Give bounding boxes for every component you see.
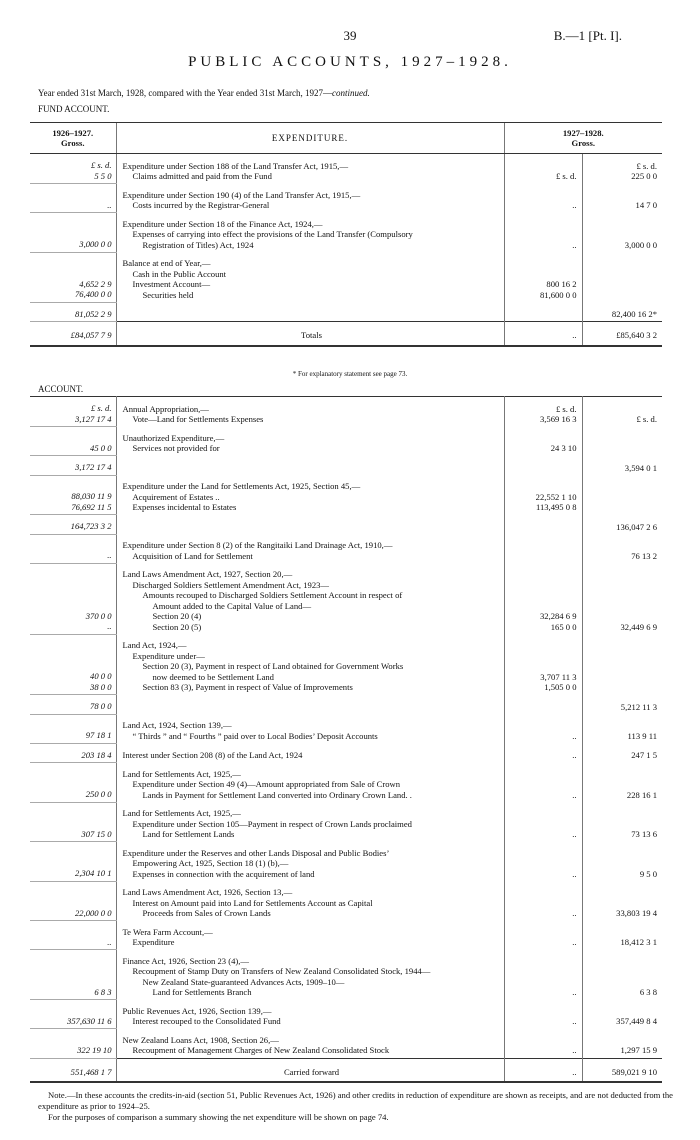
prior-year-amount: 45 0 0 xyxy=(30,427,116,456)
detail-amount: 24 3 10 xyxy=(504,427,582,456)
subtitle-italic: continued. xyxy=(332,88,370,98)
row-description xyxy=(116,802,504,842)
prior-year-amount: 88,030 11 9 76,692 11 5 xyxy=(30,475,116,515)
subtitle xyxy=(38,88,370,98)
row-description xyxy=(116,184,504,213)
description-line: Section 20 (3), Payment in respect of Land obtained for Government Works xyxy=(142,661,404,671)
description-line: Expenditure xyxy=(132,937,175,947)
current-year-amount: 247 1 5 xyxy=(582,743,662,763)
description-line: Section 20 (5) xyxy=(152,621,202,632)
header-expenditure: EXPENDITURE. xyxy=(116,123,504,154)
description-line: Land Laws Amendment Act, 1927, Section 20,— xyxy=(122,569,293,579)
row-description xyxy=(116,881,504,921)
prior-year-amount: 40 0 0 38 0 0 xyxy=(30,634,116,695)
current-year-total: £85,640 3 2 xyxy=(582,322,662,346)
current-year-amount: 18,412 3 1 xyxy=(582,921,662,950)
description-line: Land for Settlements Branch xyxy=(152,987,252,997)
detail-amount: .. xyxy=(504,950,582,1000)
table-row xyxy=(30,456,662,476)
current-year-amount: 3,594 0 1 xyxy=(582,456,662,476)
description-line: Expenditure under— xyxy=(132,650,205,661)
table-row xyxy=(30,634,662,695)
description-line: Recoupment of Stamp Duty on Transfers of New Zealand Consolidated Stock, 1944— xyxy=(132,966,431,976)
current-year-amount: 5,212 11 3 xyxy=(582,695,662,715)
prior-year-amount: 3,172 17 4 xyxy=(30,456,116,476)
detail-total: .. xyxy=(504,1058,582,1082)
detail-amount: 800 16 2 81,600 0 0 xyxy=(504,252,582,302)
detail-amount xyxy=(504,302,582,322)
detail-amount xyxy=(504,695,582,715)
note xyxy=(38,1090,678,1123)
description-line: Services not provided for xyxy=(132,443,220,453)
description-line: Expenses in connection with the acquirement of land xyxy=(132,868,315,879)
prior-year-amount: 6 8 3 xyxy=(30,950,116,1000)
description-line: Interest on Amount paid into Land for Settlements Account as Capital xyxy=(132,897,373,908)
description-line: Securities held xyxy=(142,289,194,300)
table-row xyxy=(30,714,662,743)
current-year-amount: 6 3 8 xyxy=(582,950,662,1000)
description-line: Land Act, 1924,— xyxy=(122,640,187,650)
detail-amount: .. xyxy=(504,743,582,763)
prior-year-amount: 4,652 2 9 76,400 0 0 xyxy=(30,252,116,302)
row-description xyxy=(116,534,504,563)
current-year-amount: 73 13 6 xyxy=(582,802,662,842)
description-line: Unauthorized Expenditure,— xyxy=(122,432,225,443)
description-line: Land for Settlements Act, 1925,— xyxy=(122,808,241,818)
table-row xyxy=(30,881,662,921)
description-line: Section 83 (3), Payment in respect of Value of Improvements xyxy=(142,682,353,692)
row-description xyxy=(116,714,504,743)
total-row xyxy=(30,322,662,346)
description-line: New Zealand State-guaranteed Advances Acts, 1909–10— xyxy=(142,976,345,987)
detail-amount: .. xyxy=(504,881,582,921)
detail-amount: .. xyxy=(504,714,582,743)
current-year-amount: 3,000 0 0 xyxy=(582,213,662,253)
table-row xyxy=(30,475,662,515)
table-row xyxy=(30,802,662,842)
description-line: now deemed to be Settlement Land xyxy=(152,671,274,682)
current-year-amount: 9 5 0 xyxy=(582,842,662,882)
description-line: Annual Appropriation,— xyxy=(122,403,209,414)
current-year-amount: 228 16 1 xyxy=(582,763,662,803)
detail-amount xyxy=(504,534,582,563)
page-number: 39 xyxy=(343,28,357,43)
table-row xyxy=(30,213,662,253)
description-line: Interest recouped to the Consolidated Fund xyxy=(132,1016,281,1026)
description-line: Acquirement of Estates .. xyxy=(132,491,220,502)
detail-amount: .. xyxy=(504,1029,582,1059)
prior-year-amount: 2,304 10 1 xyxy=(30,842,116,882)
description-line: Recoupment of Management Charges of New Zealand Consolidated Stock xyxy=(132,1045,390,1055)
current-year-amount xyxy=(582,475,662,515)
section-label-fund: FUND ACCOUNT. xyxy=(38,104,110,114)
detail-amount: 3,707 11 3 1,505 0 0 xyxy=(504,634,582,695)
description-line: Land Act, 1924, Section 139,— xyxy=(122,720,232,730)
table-row xyxy=(30,427,662,456)
table-row xyxy=(30,397,662,427)
land-for-settlements-table xyxy=(30,396,662,1083)
note-paragraph-1: Note.—In these accounts the credits-in-aid (section 51, Public Revenues Act, 1926) and other credits in reduction of expenditure are shown as receipts, and are not deducted from the expenditure as prior to 1924–25. xyxy=(38,1090,673,1111)
table-row xyxy=(30,1029,662,1059)
description-line: Expenditure under Section 188 of the Land Transfer Act, 1915,— xyxy=(122,160,349,171)
description-line: Claims admitted and paid from the Fund xyxy=(132,171,272,181)
total-label: Carried forward xyxy=(116,1058,504,1082)
detail-amount xyxy=(504,456,582,476)
prior-year-amount: 78 0 0 xyxy=(30,695,116,715)
detail-amount: .. xyxy=(504,802,582,842)
prior-year-amount: 203 18 4 xyxy=(30,743,116,763)
description-line: Expenses of carrying into effect the provisions of the Land Transfer (Compulsory xyxy=(132,229,413,239)
row-description xyxy=(116,515,504,535)
description-line: Expenditure under the Land for Settlements Act, 1925, Section 45,— xyxy=(122,481,361,491)
description-line: Expenditure under Section 105—Payment in respect of Crown Lands proclaimed xyxy=(132,818,412,829)
description-line: Balance at end of Year,— xyxy=(122,258,211,268)
detail-amount: 22,552 1 10 113,495 0 8 xyxy=(504,475,582,515)
table-row xyxy=(30,184,662,213)
row-description xyxy=(116,302,504,322)
description-line: Land for Settlements Act, 1925,— xyxy=(122,768,241,779)
subtitle-main: Year ended 31st March, 1928, compared with the Year ended 31st March, 1927— xyxy=(38,88,333,98)
description-line xyxy=(123,702,501,713)
row-description xyxy=(116,427,504,456)
description-line: Expenditure under Section 190 (4) of the Land Transfer Act, 1915,— xyxy=(122,189,361,200)
description-line: Expenses incidental to Estates xyxy=(132,502,237,512)
table-row xyxy=(30,763,662,803)
row-description xyxy=(116,921,504,950)
detail-amount: .. xyxy=(504,921,582,950)
table-row xyxy=(30,842,662,882)
detail-total: .. xyxy=(504,322,582,346)
table-row xyxy=(30,534,662,563)
prior-year-amount: 370 0 0 .. xyxy=(30,563,116,634)
description-line: Investment Account— xyxy=(132,279,211,289)
detail-amount: .. xyxy=(504,1000,582,1029)
prior-year-amount: £ s. d. 5 5 0 xyxy=(30,154,116,184)
current-year-amount: 113 9 11 xyxy=(582,714,662,743)
table-row xyxy=(30,302,662,322)
row-description xyxy=(116,475,504,515)
current-year-amount xyxy=(582,634,662,695)
current-year-amount: 1,297 15 9 xyxy=(582,1029,662,1059)
description-line: Registration of Titles) Act, 1924 xyxy=(142,239,254,250)
row-description xyxy=(116,1000,504,1029)
description-line: Discharged Soldiers Settlement Amendment Act, 1923— xyxy=(132,579,330,590)
note-paragraph-2: For the purposes of comparison a summary showing the net expenditure will be shown on page 74. xyxy=(48,1112,389,1122)
table-row xyxy=(30,252,662,302)
detail-amount: .. xyxy=(504,184,582,213)
current-year-amount: 33,803 19 4 xyxy=(582,881,662,921)
row-description xyxy=(116,397,504,427)
prior-year-amount: 164,723 3 2 xyxy=(30,515,116,535)
header-prior-year: 1926–1927. Gross. xyxy=(30,123,116,154)
current-year-amount xyxy=(582,252,662,302)
current-year-amount: 32,449 6 9 xyxy=(582,563,662,634)
row-description xyxy=(116,842,504,882)
row-description xyxy=(116,743,504,763)
prior-year-amount: .. xyxy=(30,921,116,950)
prior-year-amount: 357,630 11 6 xyxy=(30,1000,116,1029)
description-line: Section 20 (4) xyxy=(152,611,202,621)
table-header xyxy=(30,123,662,154)
row-description xyxy=(116,154,504,184)
description-line: Amounts recouped to Discharged Soldiers Settlement Account in respect of xyxy=(142,590,403,600)
row-description xyxy=(116,634,504,695)
detail-amount: £ s. d. 3,569 16 3 xyxy=(504,397,582,427)
prior-year-amount: 307 15 0 xyxy=(30,802,116,842)
description-line: Vote—Land for Settlements Expenses xyxy=(132,414,264,424)
header-current-year: 1927–1928. Gross. xyxy=(504,123,662,154)
description-line: Lands in Payment for Settlement Land converted into Ordinary Crown Land. . xyxy=(142,789,412,800)
current-year-amount: 82,400 16 2* xyxy=(582,302,662,322)
detail-amount: .. xyxy=(504,213,582,253)
detail-amount: £ s. d. xyxy=(504,154,582,184)
prior-year-amount: .. xyxy=(30,534,116,563)
current-year-amount: £ s. d. xyxy=(582,397,662,427)
row-description xyxy=(116,456,504,476)
table-row xyxy=(30,921,662,950)
description-line: Proceeds from Sales of Crown Lands xyxy=(142,908,271,918)
description-line: Public Revenues Act, 1926, Section 139,— xyxy=(122,1005,272,1016)
description-line: Acquisition of Land for Settlement xyxy=(132,550,253,561)
description-line: “ Thirds ” and “ Fourths ” paid over to Local Bodies’ Deposit Accounts xyxy=(132,730,378,741)
row-description xyxy=(116,950,504,1000)
document-reference: B.—1 [Pt. I]. xyxy=(553,28,622,43)
table-row xyxy=(30,743,662,763)
prior-year-amount: 97 18 1 xyxy=(30,714,116,743)
footnote: * For explanatory statement see page 73. xyxy=(292,370,408,378)
table-row xyxy=(30,515,662,535)
description-line: Amount added to the Capital Value of Land— xyxy=(152,600,312,611)
prior-year-total: £84,057 7 9 xyxy=(30,322,116,346)
description-line: Land for Settlement Lands xyxy=(142,829,235,839)
current-year-amount xyxy=(582,427,662,456)
section-label-account: ACCOUNT. xyxy=(38,384,84,394)
description-line: Expenditure under the Reserves and other Lands Disposal and Public Bodies’ xyxy=(122,847,390,858)
detail-amount: .. xyxy=(504,763,582,803)
description-line: Interest under Section 208 (8) of the Land Act, 1924 xyxy=(122,750,303,760)
current-year-amount: 14 7 0 xyxy=(582,184,662,213)
description-line: Costs incurred by the Registrar-General xyxy=(132,200,270,210)
row-description xyxy=(116,1029,504,1059)
prior-year-amount: 22,000 0 0 xyxy=(30,881,116,921)
description-line xyxy=(123,522,501,533)
description-line xyxy=(123,309,501,320)
table-row xyxy=(30,563,662,634)
prior-year-amount: 322 19 10 xyxy=(30,1029,116,1059)
description-line: Cash in the Public Account xyxy=(132,268,227,279)
total-label: Totals xyxy=(116,322,504,346)
prior-year-amount: .. xyxy=(30,184,116,213)
description-line: Te Wera Farm Account,— xyxy=(122,926,213,937)
detail-amount: .. xyxy=(504,842,582,882)
prior-year-amount: £ s. d. 3,127 17 4 xyxy=(30,397,116,427)
current-year-amount: £ s. d. 225 0 0 xyxy=(582,154,662,184)
prior-year-amount: 250 0 0 xyxy=(30,763,116,803)
page-title: PUBLIC ACCOUNTS, 1927–1928. xyxy=(188,54,512,70)
table-row xyxy=(30,695,662,715)
table-row xyxy=(30,1000,662,1029)
description-line xyxy=(123,463,501,474)
detail-amount xyxy=(504,515,582,535)
detail-amount: 32,284 6 9 165 0 0 xyxy=(504,563,582,634)
description-line: Expenditure under Section 18 of the Finance Act, 1924,— xyxy=(122,218,323,229)
description-line: Expenditure under Section 49 (4)—Amount appropriated from Sale of Crown xyxy=(132,779,401,789)
row-description xyxy=(116,213,504,253)
row-description xyxy=(116,252,504,302)
description-line: Finance Act, 1926, Section 23 (4),— xyxy=(122,955,249,966)
row-description xyxy=(116,563,504,634)
table-row xyxy=(30,950,662,1000)
description-line: Land Laws Amendment Act, 1926, Section 13,— xyxy=(122,887,293,897)
prior-year-total: 551,468 1 7 xyxy=(30,1058,116,1082)
description-line: New Zealand Loans Act, 1908, Section 26,— xyxy=(122,1034,279,1045)
row-description xyxy=(116,763,504,803)
total-row xyxy=(30,1058,662,1082)
current-year-total: 589,021 9 10 xyxy=(582,1058,662,1082)
row-description xyxy=(116,695,504,715)
current-year-amount: 136,047 2 6 xyxy=(582,515,662,535)
table-row xyxy=(30,154,662,184)
description-line: Expenditure under Section 8 (2) of the Rangitaiki Land Drainage Act, 1910,— xyxy=(122,540,393,550)
current-year-amount: 357,449 8 4 xyxy=(582,1000,662,1029)
prior-year-amount: 3,000 0 0 xyxy=(30,213,116,253)
current-year-amount: 76 13 2 xyxy=(582,534,662,563)
land-transfer-fund-table xyxy=(30,122,662,347)
description-line: Empowering Act, 1925, Section 18 (1) (b),— xyxy=(132,858,289,868)
prior-year-amount: 81,052 2 9 xyxy=(30,302,116,322)
